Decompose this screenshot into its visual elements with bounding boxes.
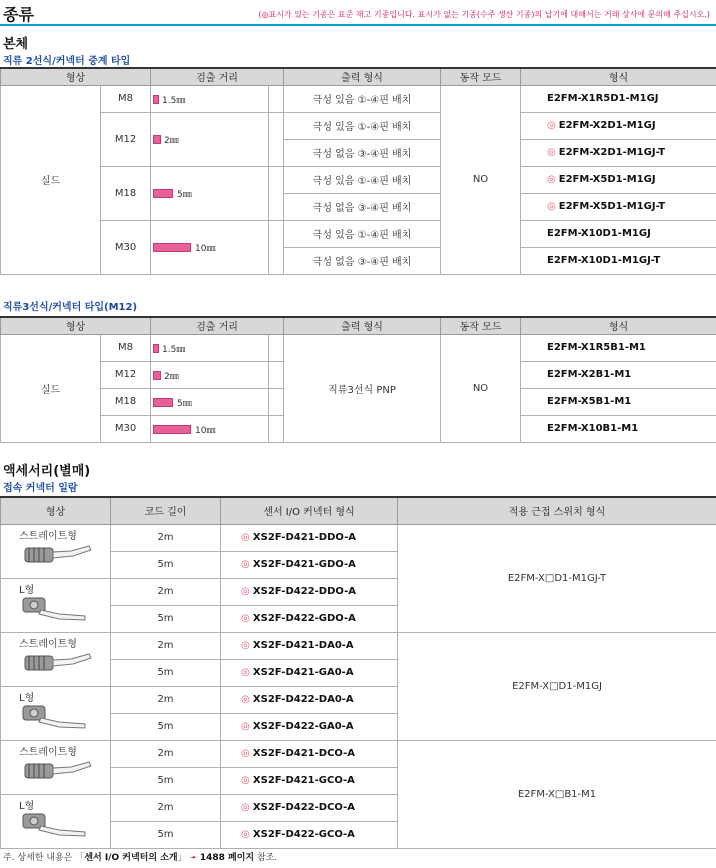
connector-model-cell — [221, 794, 398, 821]
distance-cell — [151, 415, 284, 442]
col-header-connector-model: 센서 I/O 커넥터 형식 — [221, 497, 398, 524]
stock-mark-icon: ◎ — [547, 174, 556, 185]
page-header — [0, 0, 716, 26]
footnote-prefix: 주. 상세한 내용은 「 — [3, 853, 85, 863]
connector-model-text: XS2F-D422-DDO-A — [252, 586, 356, 597]
model-text: E2FM-X5B1-M1 — [547, 396, 632, 407]
connector-model-cell — [221, 740, 398, 767]
distance-bar — [153, 243, 191, 252]
applicable-switch-cell: E2FM-X□B1-M1 — [398, 740, 716, 848]
model-cell — [521, 361, 716, 388]
model-text: E2FM-X2D1-M1GJ — [558, 120, 656, 131]
connector-model-cell — [221, 605, 398, 632]
size-cell: M12 — [101, 112, 151, 166]
page-title: 종류 — [3, 5, 34, 24]
stock-note: (◎표시가 있는 기종은 표준 재고 기종입니다. 표시가 없는 기종(수주 생산 기종)의 납기에 대해서는 거래 상사에 문의해 주십시오.) — [258, 10, 710, 19]
col-header-model: 형식 — [521, 68, 716, 85]
table-row — [1, 220, 716, 247]
stock-mark-icon: ◎ — [241, 640, 253, 651]
connector-model-text: XS2F-D422-GA0-A — [252, 721, 354, 732]
straight-connector-icon — [19, 542, 99, 568]
cord-length-cell: 5m — [111, 605, 221, 632]
table-row — [1, 334, 716, 361]
output-cell: 직류3선식 PNP — [284, 334, 441, 442]
connector-shape-cell — [1, 524, 111, 578]
output-cell: 극성 있음 ①-④핀 배치 — [284, 112, 441, 139]
distance-bar — [153, 135, 161, 144]
col-header-output: 출력 형식 — [284, 68, 441, 85]
output-cell: 극성 있음 ①-④핀 배치 — [284, 166, 441, 193]
mode-cell: NO — [441, 85, 521, 274]
distance-label: 2㎜ — [164, 371, 179, 382]
connector-shape-label: L형 — [19, 800, 35, 812]
l-connector-icon — [19, 812, 99, 838]
stock-mark-icon: ◎ — [241, 775, 253, 786]
distance-cell — [151, 361, 284, 388]
connector-model-text: XS2F-D422-GCO-A — [252, 829, 355, 840]
output-cell: 극성 없음 ③-④핀 배치 — [284, 193, 441, 220]
distance-label: 1.5㎜ — [162, 95, 186, 106]
connector-shape-label: L형 — [19, 584, 35, 596]
size-cell: M30 — [101, 415, 151, 442]
output-cell: 극성 없음 ③-④핀 배치 — [284, 139, 441, 166]
l-connector-icon — [19, 596, 99, 622]
straight-connector-icon — [19, 758, 99, 784]
shape-cell: 실드 — [1, 334, 101, 442]
arrow-icon: ➛ — [189, 853, 197, 863]
shape-cell: 실드 — [1, 85, 101, 274]
stock-mark-icon: ◎ — [241, 613, 253, 624]
col-header-applicable-switch: 적용 근접 스위치 형식 — [398, 497, 716, 524]
size-cell: M30 — [101, 220, 151, 274]
model-text: E2FM-X5D1-M1GJ — [558, 174, 656, 185]
distance-bar — [153, 371, 161, 380]
model-cell — [521, 220, 716, 247]
distance-cell — [151, 388, 284, 415]
model-text: E2FM-X10D1-M1GJ — [547, 228, 651, 239]
distance-bar — [153, 425, 191, 434]
connector-model-text: XS2F-D421-GDO-A — [252, 559, 356, 570]
connector-model-cell — [221, 821, 398, 848]
connector-model-cell — [221, 524, 398, 551]
stock-mark-icon: ◎ — [241, 667, 253, 678]
applicable-switch-cell: E2FM-X□D1-M1GJ-T — [398, 524, 716, 632]
cord-length-cell: 5m — [111, 713, 221, 740]
col-header-distance: 검출 거리 — [151, 68, 284, 85]
model-text: E2FM-X10D1-M1GJ-T — [547, 255, 661, 266]
cord-length-cell: 5m — [111, 767, 221, 794]
connector-shape-cell — [1, 578, 111, 632]
cord-length-cell: 2m — [111, 632, 221, 659]
model-text: E2FM-X1R5D1-M1GJ — [547, 93, 659, 104]
stock-mark-icon: ◎ — [241, 559, 253, 570]
distance-label: 5㎜ — [177, 190, 192, 200]
applicable-switch-cell: E2FM-X□D1-M1GJ — [398, 632, 716, 740]
cord-length-cell: 5m — [111, 551, 221, 578]
model-cell — [521, 193, 716, 220]
connector-model-text: XS2F-D421-DA0-A — [252, 640, 354, 651]
connector-model-text: XS2F-D421-GA0-A — [252, 667, 354, 678]
table-header-row — [1, 68, 716, 85]
connector-shape-cell — [1, 632, 111, 686]
table2 — [0, 316, 716, 443]
output-cell: 극성 있음 ①-④핀 배치 — [284, 85, 441, 112]
cord-length-cell: 5m — [111, 659, 221, 686]
connector-model-cell — [221, 767, 398, 794]
table-header-row — [1, 497, 716, 524]
model-text: E2FM-X1R5B1-M1 — [547, 342, 646, 353]
model-cell — [521, 85, 716, 112]
col-header-model: 형식 — [521, 317, 716, 334]
connector-shape-label: 스트레이트형 — [19, 530, 77, 542]
col-header-shape: 형상 — [1, 497, 111, 524]
distance-label: 5㎜ — [177, 398, 192, 409]
distance-label: 2㎜ — [164, 136, 179, 146]
size-cell: M8 — [101, 334, 151, 361]
model-cell — [521, 166, 716, 193]
scale-line — [268, 389, 269, 415]
model-text: E2FM-X5D1-M1GJ-T — [558, 201, 666, 212]
connector-model-cell — [221, 659, 398, 686]
scale-line — [268, 335, 269, 361]
stock-mark-icon: ◎ — [547, 120, 556, 131]
stock-mark-icon: ◎ — [241, 802, 253, 813]
table-row — [1, 85, 716, 112]
col-header-mode: 동작 모드 — [441, 317, 521, 334]
connector-shape-label: 스트레이트형 — [19, 638, 77, 650]
scale-line — [268, 86, 269, 112]
table-row — [1, 524, 716, 551]
accessory-title: 액세서리(별매) — [3, 464, 91, 479]
distance-bar — [153, 398, 173, 407]
model-cell — [521, 247, 716, 274]
mode-cell: NO — [441, 334, 521, 442]
accessory-subtitle: 접속 커넥터 일람 — [3, 483, 78, 494]
distance-label: 10㎜ — [195, 425, 216, 436]
size-cell: M12 — [101, 361, 151, 388]
table-header-row — [1, 317, 716, 334]
distance-bar — [153, 95, 159, 104]
accessory-table — [0, 496, 716, 849]
distance-cell — [151, 166, 284, 220]
scale-line — [268, 167, 269, 220]
table-row — [1, 166, 716, 193]
cord-length-cell: 2m — [111, 686, 221, 713]
model-text: E2FM-X10B1-M1 — [547, 423, 639, 434]
output-cell: 극성 있음 ①-④핀 배치 — [284, 220, 441, 247]
connector-model-text: XS2F-D421-DDO-A — [252, 532, 356, 543]
scale-line — [268, 113, 269, 166]
footnote-mid: 」 — [177, 853, 190, 863]
model-cell — [521, 112, 716, 139]
scale-line — [268, 362, 269, 388]
table-row — [1, 112, 716, 139]
stock-mark-icon: ◎ — [241, 748, 253, 759]
distance-cell — [151, 85, 284, 112]
main-section-title: 본체 — [3, 37, 29, 52]
connector-model-text: XS2F-D421-GCO-A — [252, 775, 355, 786]
connector-model-cell — [221, 578, 398, 605]
distance-cell — [151, 112, 284, 166]
scale-line — [268, 221, 269, 274]
distance-cell — [151, 220, 284, 274]
connector-shape-cell — [1, 740, 111, 794]
model-cell — [521, 415, 716, 442]
connector-shape-label: L형 — [19, 692, 35, 704]
output-cell: 극성 없음 ③-④핀 배치 — [284, 247, 441, 274]
connector-model-cell — [221, 551, 398, 578]
col-header-distance: 검출 거리 — [151, 317, 284, 334]
connector-shape-label: 스트레이트형 — [19, 746, 77, 758]
cord-length-cell: 2m — [111, 740, 221, 767]
l-connector-icon — [19, 704, 99, 730]
connector-shape-cell — [1, 686, 111, 740]
size-cell: M18 — [101, 166, 151, 220]
cord-length-cell: 2m — [111, 578, 221, 605]
model-cell — [521, 334, 716, 361]
model-text: E2FM-X2D1-M1GJ-T — [558, 147, 666, 158]
footnote — [3, 850, 277, 863]
table-row — [1, 740, 716, 767]
stock-mark-icon: ◎ — [241, 694, 253, 705]
footnote-link[interactable]: 센서 I/O 커넥터의 소개 — [84, 853, 178, 863]
connector-model-cell — [221, 632, 398, 659]
stock-mark-icon: ◎ — [241, 586, 253, 597]
header-rule — [0, 24, 716, 26]
size-cell: M18 — [101, 388, 151, 415]
table2-subtitle: 직류3선식/커넥터 타입(M12) — [3, 302, 138, 313]
stock-mark-icon: ◎ — [241, 721, 253, 732]
connector-model-text: XS2F-D422-GDO-A — [252, 613, 356, 624]
footnote-page[interactable]: 1488 페이지 — [199, 853, 255, 863]
model-text: E2FM-X2B1-M1 — [547, 369, 632, 380]
model-cell — [521, 388, 716, 415]
scale-line — [268, 416, 269, 442]
col-header-mode: 동작 모드 — [441, 68, 521, 85]
model-cell — [521, 139, 716, 166]
stock-mark-icon: ◎ — [241, 532, 253, 543]
distance-bar — [153, 344, 159, 353]
connector-model-cell — [221, 686, 398, 713]
col-header-shape: 형상 — [1, 68, 151, 85]
distance-cell — [151, 334, 284, 361]
table-row — [1, 632, 716, 659]
connector-model-cell — [221, 713, 398, 740]
table1 — [0, 67, 716, 275]
cord-length-cell: 5m — [111, 821, 221, 848]
size-cell: M8 — [101, 85, 151, 112]
cord-length-cell: 2m — [111, 524, 221, 551]
stock-mark-icon: ◎ — [241, 829, 253, 840]
stock-mark-icon: ◎ — [547, 201, 556, 212]
connector-shape-cell — [1, 794, 111, 848]
cord-length-cell: 2m — [111, 794, 221, 821]
connector-model-text: XS2F-D421-DCO-A — [252, 748, 355, 759]
footnote-suffix: 참조. — [254, 853, 278, 863]
distance-label: 1.5㎜ — [162, 344, 186, 355]
col-header-output: 출력 형식 — [284, 317, 441, 334]
stock-mark-icon: ◎ — [547, 147, 556, 158]
distance-label: 10㎜ — [195, 244, 216, 254]
col-header-shape: 형상 — [1, 317, 151, 334]
distance-bar — [153, 189, 173, 198]
connector-model-text: XS2F-D422-DA0-A — [252, 694, 354, 705]
table1-subtitle: 직류 2선식/커넥터 중계 타입 — [3, 56, 131, 67]
straight-connector-icon — [19, 650, 99, 676]
col-header-cord-length: 코드 길이 — [111, 497, 221, 524]
connector-model-text: XS2F-D422-DCO-A — [252, 802, 355, 813]
